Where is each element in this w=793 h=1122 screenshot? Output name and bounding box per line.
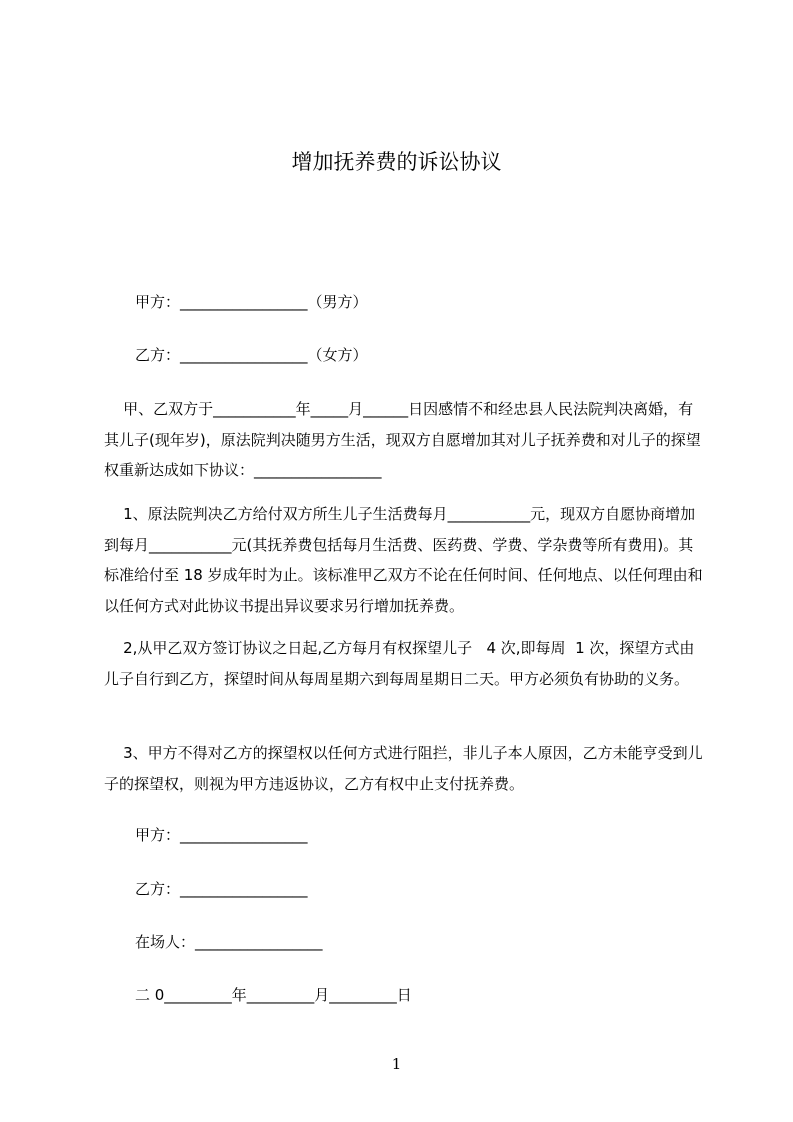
intro-text: 甲、乙双方于___________年_____月______日因感情不和经忠县人民法院判决离婚，有其儿子(现年岁)，原法院判决随男方生活，现双方自愿增加其对儿子抚养费和对儿子的探望权重新达成如下协议：_________________ (104, 400, 701, 479)
witness-line: 在场人：_________________ (135, 933, 323, 951)
clause-3 (104, 738, 708, 799)
clause-1 (104, 499, 708, 621)
intro-paragraph (104, 394, 708, 486)
signature-party-a: 甲方：_________________ (135, 826, 308, 844)
clause-3-text: 3、甲方不得对乙方的探望权以任何方式进行阻拦，非儿子本人原因，乙方未能亨受到儿子的探望权，则视为甲方违返协议，乙方有权中止支付抚养费。 (104, 744, 703, 793)
clause-1-text: 1、原法院判决乙方给付双方所生儿子生活费每月___________元，现双方自愿协商增加到每月___________元(其抚养费包括每月生活费、医药费、学费、学杂费等所有费用)。其标准给付至 18 岁成年时为止。该标准甲乙双方不论在任何时间、任何地点、以任何理由和以任何方式对此协议书提出异议要求另行增加抚养费。 (104, 505, 703, 615)
clause-2-text: 2,从甲乙双方签订协议之日起,乙方每月有权探望儿子 4 次,即每周 1 次，探望方式由儿子自行到乙方，探望时间从每周星期六到每周星期日二天。甲方必须负有协助的义务。 (104, 639, 695, 688)
signature-party-b: 乙方：_________________ (135, 880, 308, 898)
page-number: 1 (391, 1055, 402, 1073)
clause-2 (104, 633, 708, 694)
party-a-line: 甲方：_________________（男方） (135, 293, 368, 311)
party-b-line: 乙方：_________________（女方） (135, 346, 368, 364)
date-line: 二 0_________年_________月_________日 (135, 986, 412, 1004)
document-title: 增加抚养费的诉讼协议 (291, 150, 502, 174)
